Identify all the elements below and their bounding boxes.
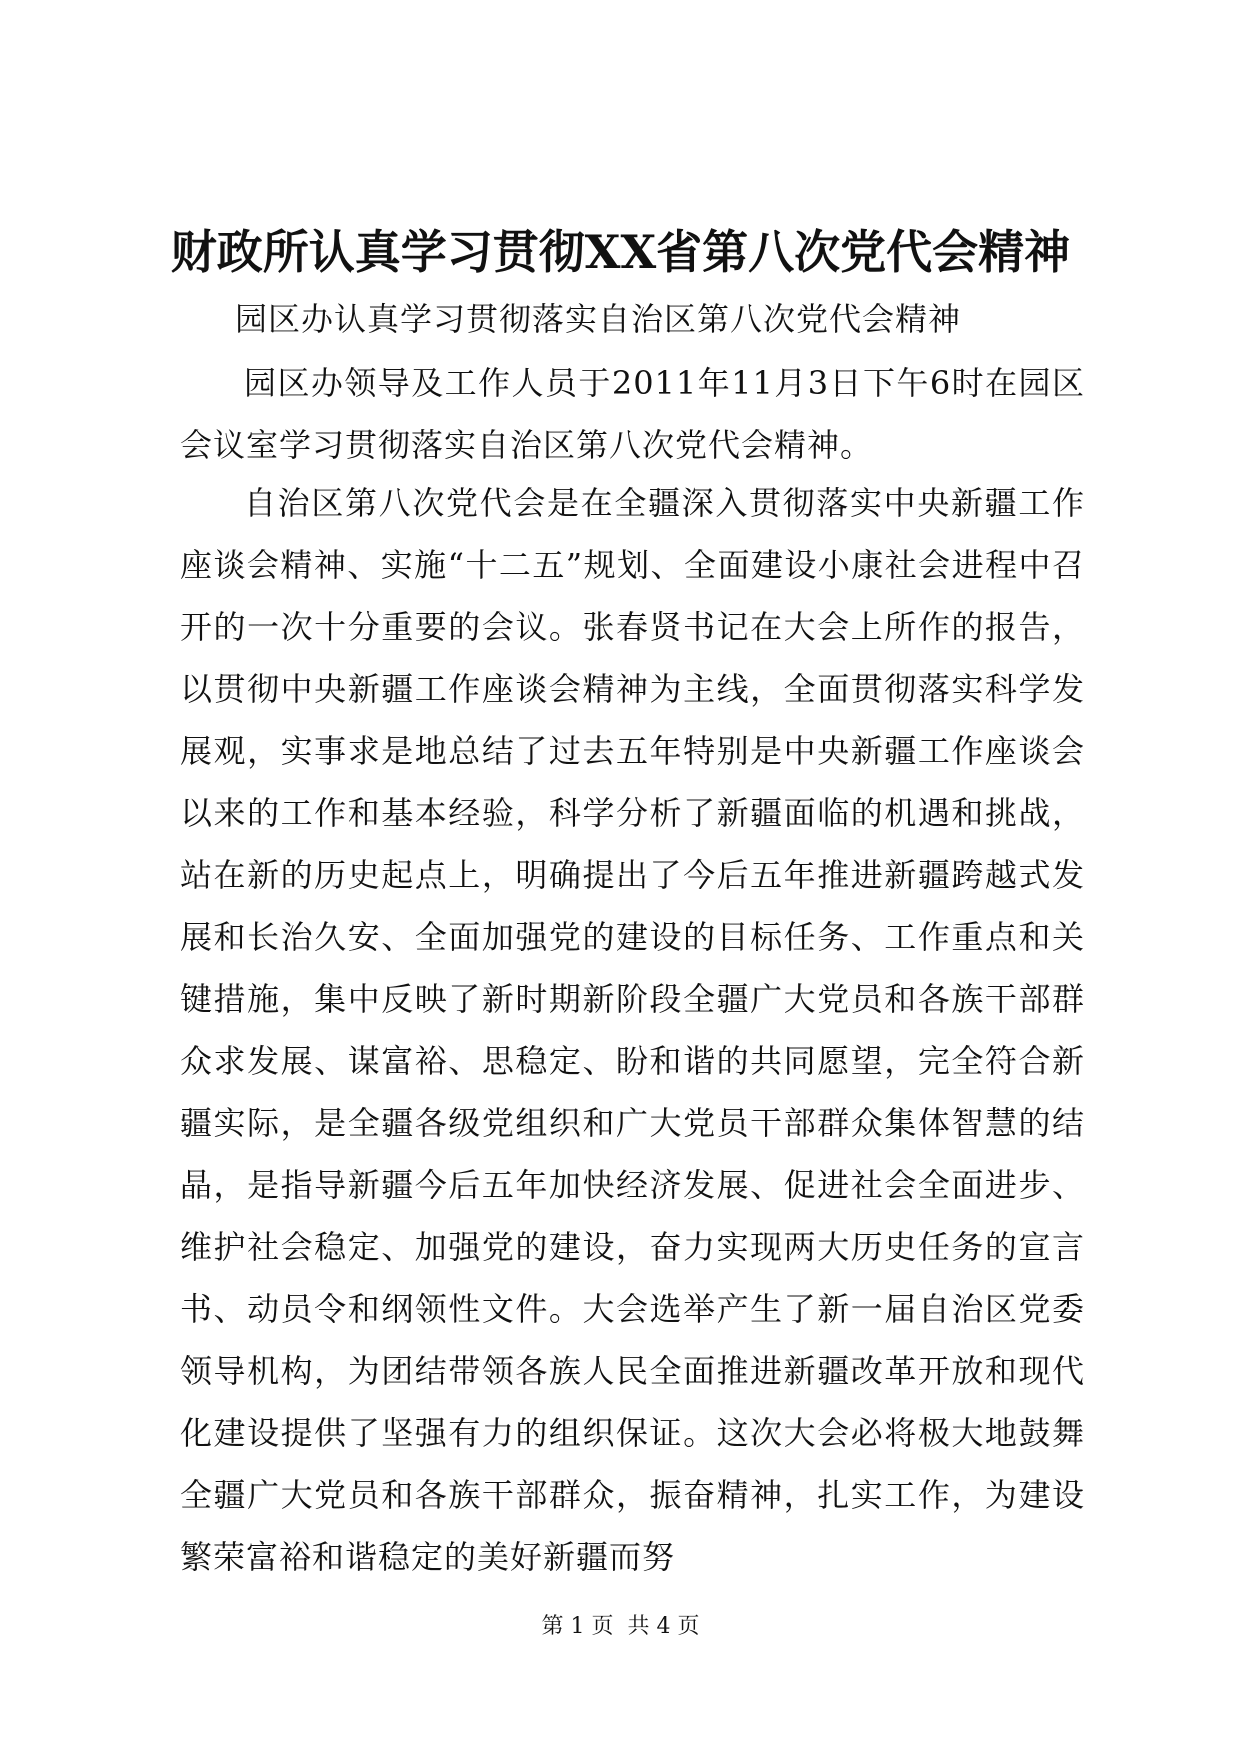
body-paragraph-1: 园区办领导及工作人员于2011年11月3日下午6时在园区会议室学习贯彻落实自治区第八次党代会精神。 — [180, 364, 1085, 464]
page-number-footer: 第 1 页 共 4 页 — [541, 1614, 700, 1639]
document-title: 财政所认真学习贯彻XX省第八次党代会精神 — [170, 225, 1071, 279]
document-subtitle: 园区办认真学习贯彻落实自治区第八次党代会精神 — [235, 300, 962, 338]
body-paragraph-2: 自治区第八次党代会是在全疆深入贯彻落实中央新疆工作座谈会精神、实施“十二五”规划、全面建设小康社会进程中召开的一次十分重要的会议。张春贤书记在大会上所作的报告，以贯彻中央新疆工作座谈会精神为主线，全面贯彻落实科学发展观，实事求是地总结了过去五年特别是中央新疆工作座谈会以来的工作和基本经验，科学分析了新疆面临的机遇和挑战，站在新的历史起点上，明确提出了今后五年推进新疆跨越式发展和长治久安、全面加强党的建设的目标任务、工作重点和关键措施，集中反映了新时期新阶段全疆广大党员和各族干部群众求发展、谋富裕、思稳定、盼和谐的共同愿望，完全符合新疆实际，是全疆各级党组织和广大党员干部群众集体智慧的结晶，是指导新疆今后五年加快经济发展、促进社会全面进步、维护社会稳定、加强党的建设，奋力实现两大历史任务的宣言书、动员令和纲领性文件。大会选举产生了新一届自治区党委领导机构，为团结带领各族人民全面推进新疆改革开放和现代化建设提供了坚强有力的组织保证。这次大会必将极大地鼓舞全疆广大党员和各族干部群众，振奋精神，扎实工作，为建设繁荣富裕和谐稳定的美好新疆而努 — [180, 484, 1085, 1576]
